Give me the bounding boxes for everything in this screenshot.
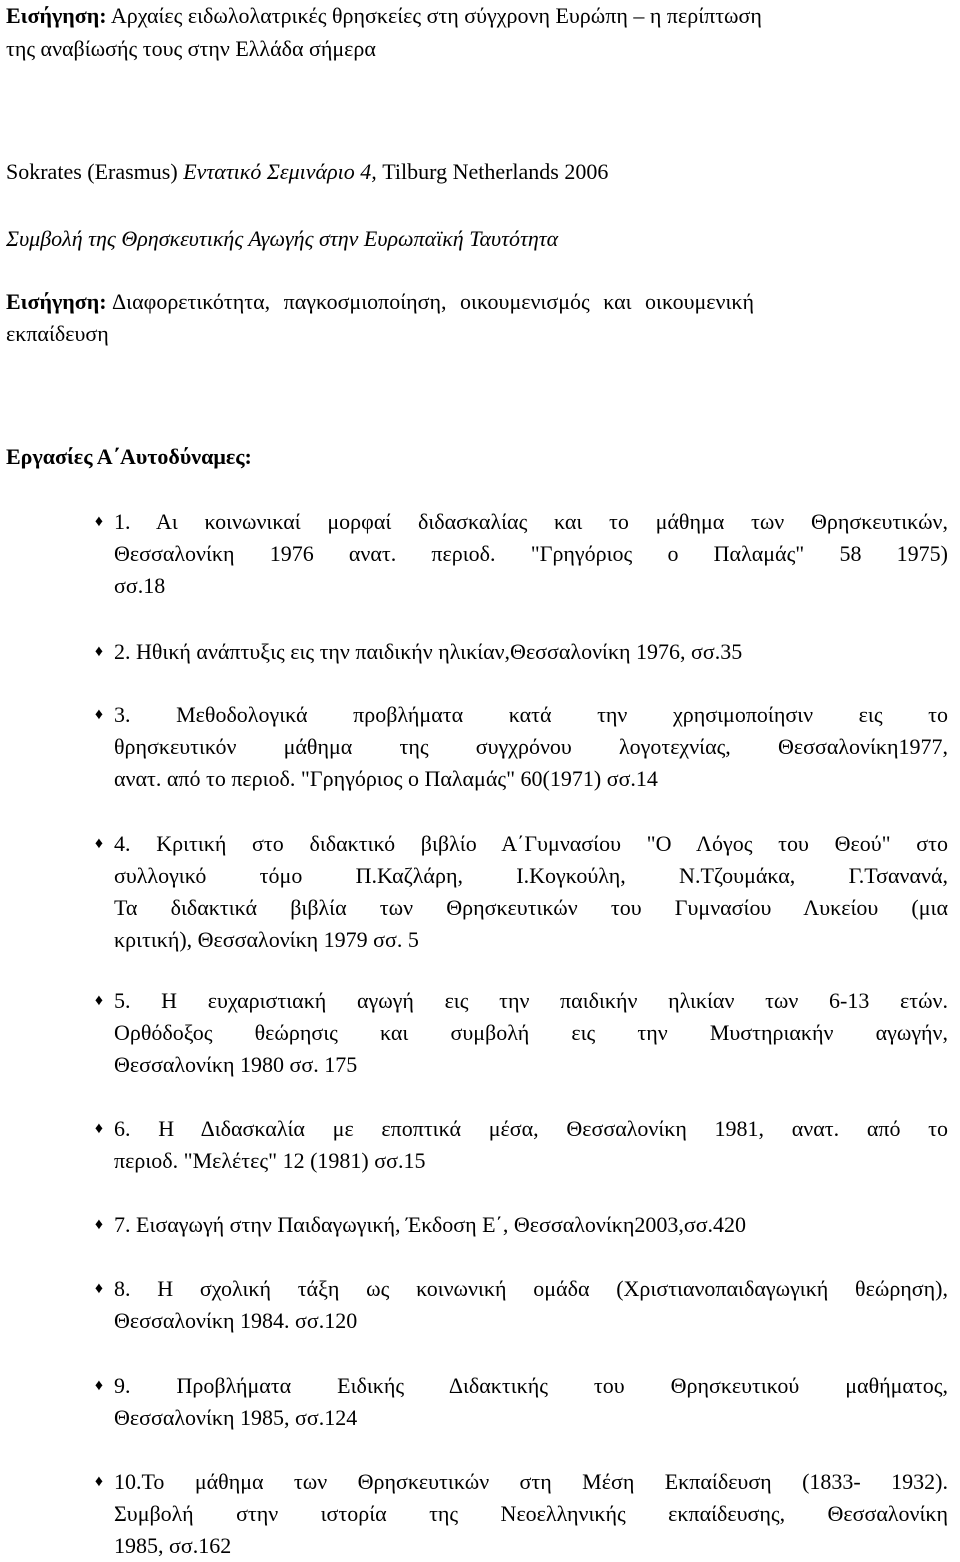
- seminar-subtitle: Συμβολή της Θρησκευτικής Αγωγής στην Ευρωπαϊκή Ταυτότητα: [6, 226, 559, 251]
- list-item-line: Ορθόδοξος θεώρησις και συμβολή εις την Μυστηριακήν αγωγήν,: [114, 1020, 948, 1045]
- section-heading: Εργασίες Α΄Αυτοδύναμες:: [6, 444, 252, 469]
- list-item-line: 1985, σσ.162: [114, 1533, 232, 1558]
- list-item-line: 10.Το μάθημα των Θρησκευτικών στη Μέση Εκπαίδευση (1833- 1932).: [114, 1469, 948, 1494]
- diamond-bullet-icon: ♦: [94, 643, 104, 660]
- list-item-line: Τα διδακτικά βιβλία των Θρησκευτικών του Γυμνασίου Λυκείου (μια: [114, 895, 948, 920]
- list-item-line: περιοδ. "Μελέτες" 12 (1981) σσ.15: [114, 1148, 426, 1173]
- list-item-text: [114, 636, 948, 668]
- list-item-line: 7. Εισαγωγή στην Παιδαγωγική, Έκδοση Ε΄, Θεσσαλονίκη2003,σσ.420: [114, 1212, 747, 1237]
- list-item-text: [114, 828, 948, 956]
- talk2-line2: εκπαίδευση: [6, 321, 109, 346]
- talk2-title: Διαφορετικότητα, παγκοσμιοποίηση, οικουμενισμός και οικουμενική: [112, 289, 754, 314]
- talk2-line1: [6, 286, 754, 318]
- list-item-line: Θεσσαλονίκη 1980 σσ. 175: [114, 1052, 358, 1077]
- diamond-bullet-icon: ♦: [94, 835, 104, 852]
- list-item-line: Συμβολή στην ιστορία της Νεοελληνικής εκπαίδευσης, Θεσσαλονίκη: [114, 1501, 948, 1526]
- seminar-line: [6, 156, 608, 188]
- diamond-bullet-icon: ♦: [94, 1473, 104, 1490]
- diamond-bullet-icon: ♦: [94, 706, 104, 723]
- list-item-line: 9. Προβλήματα Ειδικής Διδακτικής του Θρησκευτικού μαθήματος,: [114, 1373, 948, 1398]
- diamond-bullet-icon: ♦: [94, 1216, 104, 1233]
- talk2-label: Εισήγηση:: [6, 289, 107, 314]
- diamond-bullet-icon: ♦: [94, 513, 104, 530]
- list-item-line: 1. Αι κοινωνικαί μορφαί διδασκαλίας και το μάθημα των Θρησκευτικών,: [114, 509, 948, 534]
- list-item-text: [114, 506, 948, 602]
- list-item-line: ανατ. από το περιοδ. "Γρηγόριος ο Παλαμάς" 60(1971) σσ.14: [114, 766, 658, 791]
- list-item-line: 6. Η Διδασκαλία με εποπτικά μέσα, Θεσσαλονίκη 1981, ανατ. από το: [114, 1116, 948, 1141]
- diamond-bullet-icon: ♦: [94, 1377, 104, 1394]
- seminar-italic: Εντατικό Σεμινάριο 4,: [183, 159, 377, 184]
- diamond-bullet-icon: ♦: [94, 1120, 104, 1137]
- list-item-line: κριτική), Θεσσαλονίκη 1979 σσ. 5: [114, 927, 419, 952]
- list-item-line: Θεσσαλονίκη 1976 ανατ. περιοδ. "Γρηγόριος ο Παλαμάς" 58 1975): [114, 541, 948, 566]
- talk1-label: Εισήγηση:: [6, 3, 107, 28]
- list-item-line: 5. Η ευχαριστιακή αγωγή εις την παιδικήν ηλικίαν των 6-13 ετών.: [114, 988, 948, 1013]
- list-item-text: [114, 1370, 948, 1434]
- list-item-text: [114, 699, 948, 795]
- seminar-suffix: Tilburg Netherlands 2006: [382, 159, 609, 184]
- talk1-title: Αρχαίες ειδωλολατρικές θρησκείες στη σύγχρονη Ευρώπη – η περίπτωση: [110, 3, 762, 28]
- list-item-line: Θεσσαλονίκη 1985, σσ.124: [114, 1405, 358, 1430]
- list-item-line: Θεσσαλονίκη 1984. σσ.120: [114, 1308, 358, 1333]
- list-item-text: [114, 1113, 948, 1177]
- list-item-text: [114, 1273, 948, 1337]
- list-item-line: σσ.18: [114, 573, 166, 598]
- list-item-line: συλλογικό τόμο Π.Καζλάρη, Ι.Κογκούλη, Ν.Τζουμάκα, Γ.Τσανανά,: [114, 863, 948, 888]
- list-item-line: 3. Μεθοδολογικά προβλήματα κατά την χρησιμοποίησιν εις το: [114, 702, 948, 727]
- diamond-bullet-icon: ♦: [94, 1280, 104, 1297]
- list-item-line: 8. Η σχολική τάξη ως κοινωνική ομάδα (Χριστιανοπαιδαγωγική θεώρηση),: [114, 1276, 948, 1301]
- list-item-text: [114, 985, 948, 1081]
- diamond-bullet-icon: ♦: [94, 992, 104, 1009]
- list-item-text: [114, 1466, 948, 1562]
- seminar-prefix: Sokrates (Erasmus): [6, 159, 178, 184]
- talk1-line1: [6, 0, 762, 32]
- list-item-line: 2. Ηθική ανάπτυξις εις την παιδικήν ηλικίαν,Θεσσαλονίκη 1976, σσ.35: [114, 639, 743, 664]
- list-item-line: θρησκευτικόν μάθημα της συγχρόνου λογοτεχνίας, Θεσσαλονίκη1977,: [114, 734, 948, 759]
- talk1-line2: της αναβίωσής τους στην Ελλάδα σήμερα: [6, 36, 376, 61]
- list-item-line: 4. Κριτική στο διδακτικό βιβλίο Α΄Γυμνασίου "Ο Λόγος του Θεού" στο: [114, 831, 948, 856]
- list-item-text: [114, 1209, 948, 1241]
